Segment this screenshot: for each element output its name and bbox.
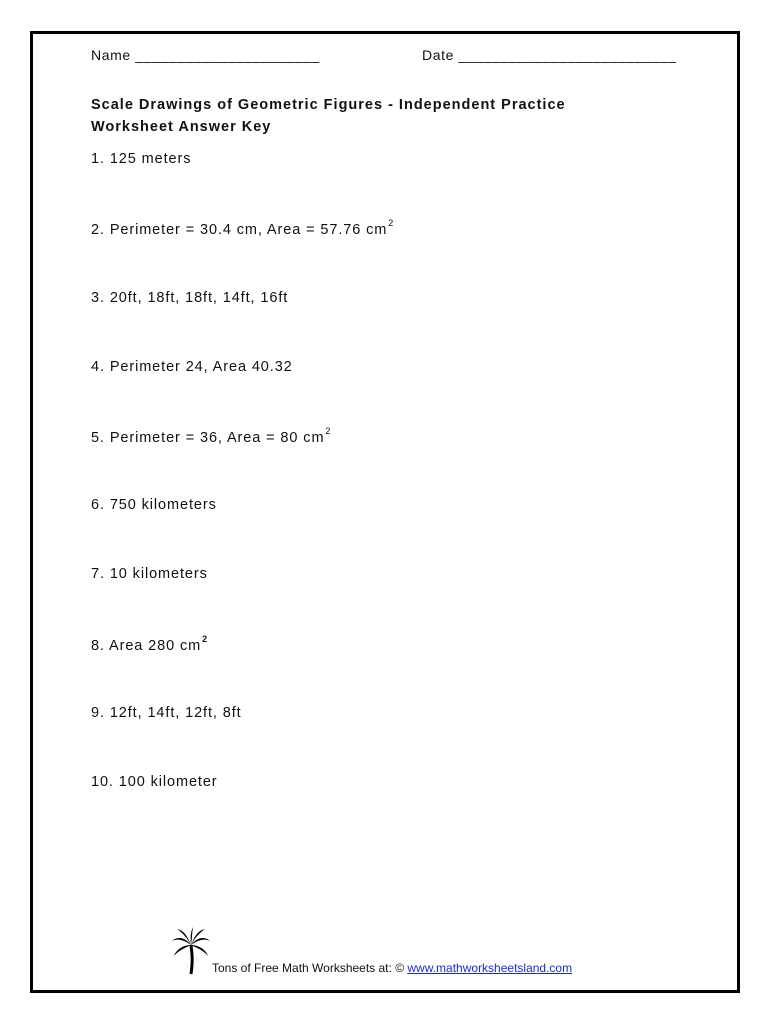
footer-credit	[212, 961, 572, 975]
answer-1: 1. 125 meters	[91, 151, 192, 167]
answer-10: 10. 100 kilometer	[91, 774, 218, 790]
answer-7: 7. 10 kilometers	[91, 566, 208, 582]
title-line-2: Worksheet Answer Key	[91, 119, 272, 135]
name-field-label: Name ______________________	[91, 47, 320, 63]
footer-text: Tons of Free Math Worksheets at: ©	[212, 961, 408, 975]
palm-tree-icon	[171, 927, 211, 975]
answer-9: 9. 12ft, 14ft, 12ft, 8ft	[91, 705, 242, 721]
answer-8: 8. Area 280 $cm^2$	[91, 634, 209, 654]
answer-6: 6. 750 kilometers	[91, 497, 217, 513]
answer-4: 4. Perimeter 24, Area 40.32	[91, 359, 293, 375]
worksheet-title	[91, 94, 566, 138]
footer-link[interactable]: www.mathworksheetsland.com	[407, 961, 573, 975]
answer-3: 3. 20ft, 18ft, 18ft, 14ft, 16ft	[91, 290, 289, 306]
date-field-label: Date __________________________	[422, 47, 677, 63]
answer-2: 2. Perimeter = 30.4 cm, Area = 57.76 $cm^2$	[91, 218, 395, 238]
title-line-1: Scale Drawings of Geometric Figures - Independent Practice	[91, 97, 566, 113]
answer-5: 5. Perimeter = 36, Area = 80 $cm^2$	[91, 426, 332, 446]
